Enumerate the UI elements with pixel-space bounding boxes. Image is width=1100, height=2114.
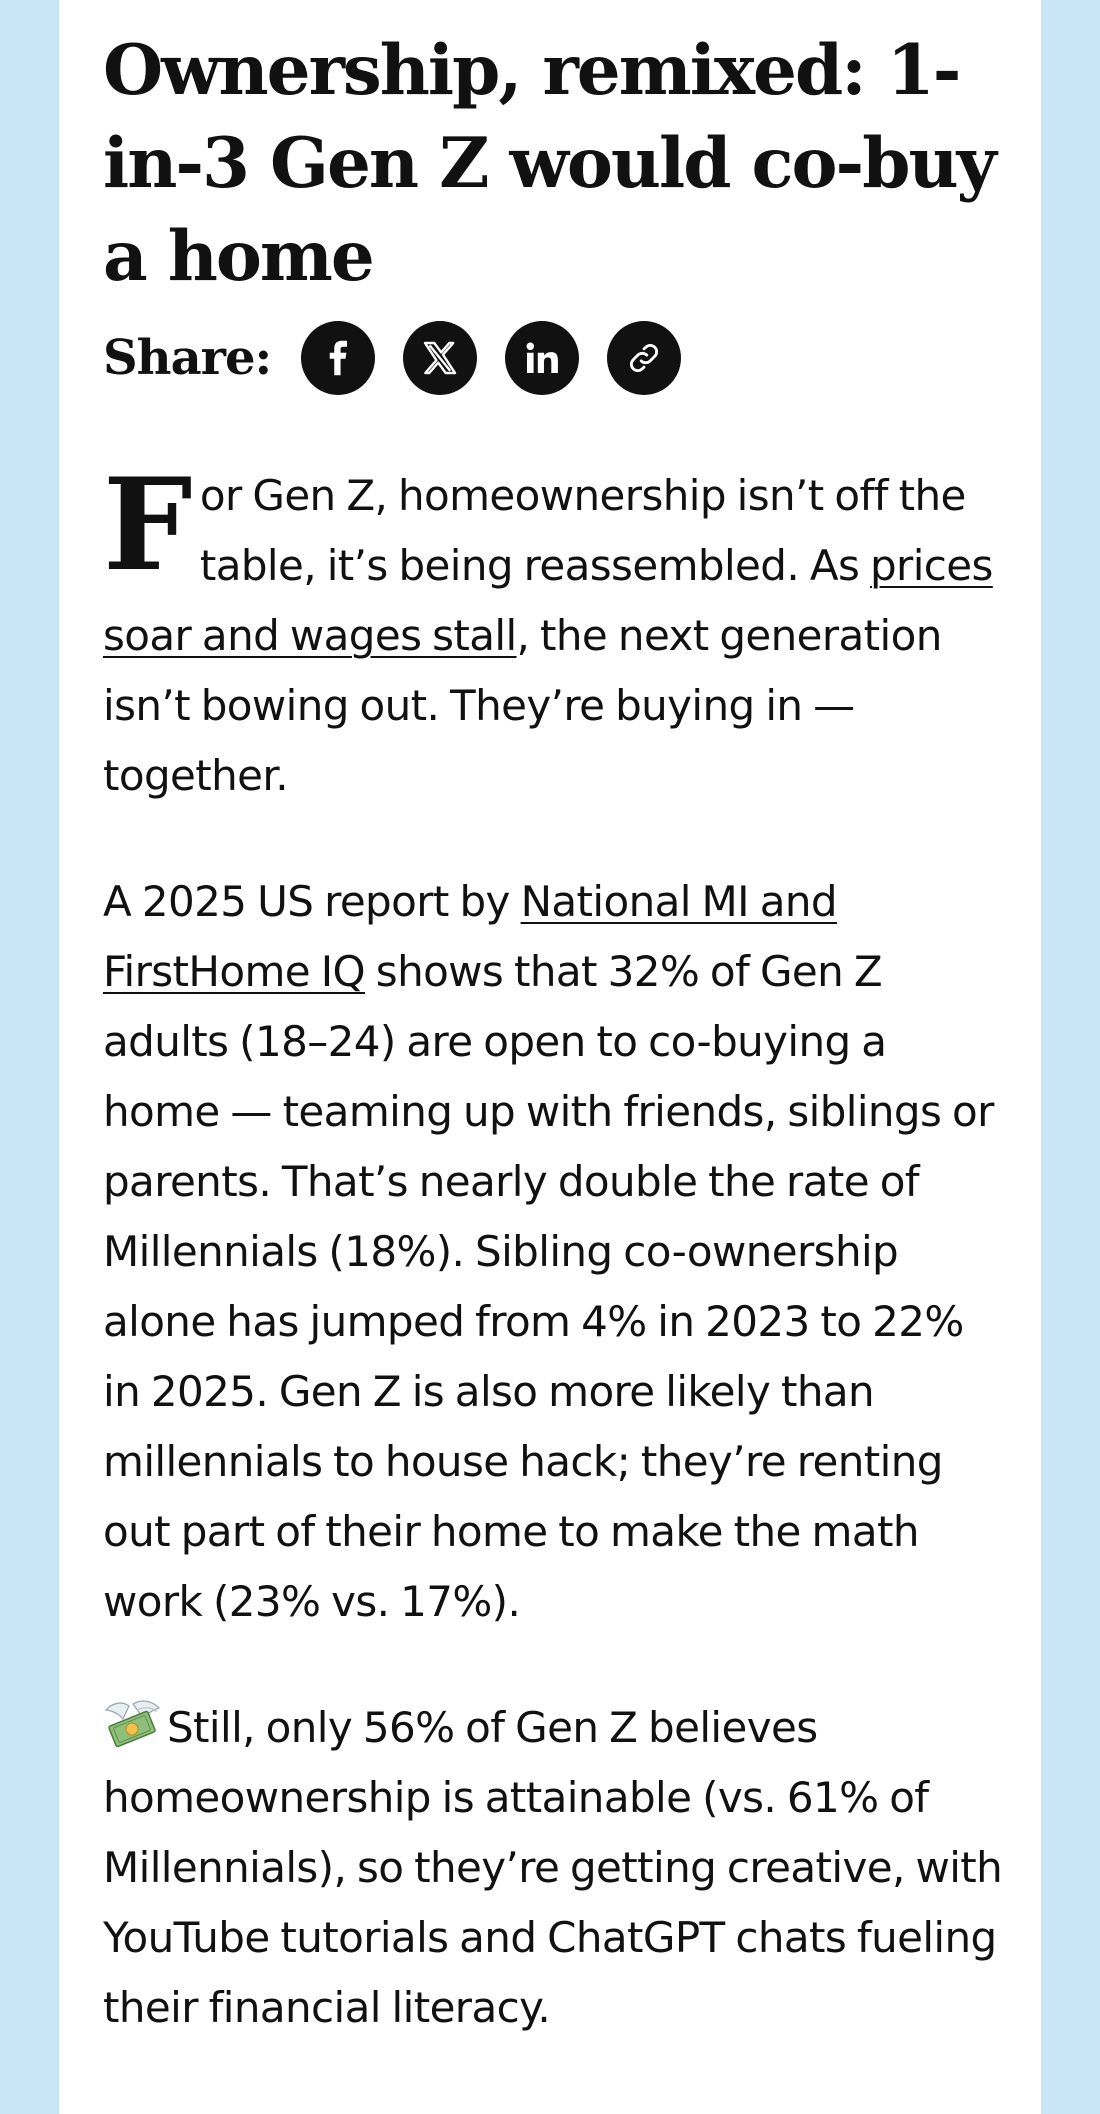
facebook-share-button[interactable] [301,321,375,395]
share-bar [103,321,997,395]
paragraph-intro [103,451,1005,811]
linkedin-icon [524,340,560,376]
paragraph-text: shows that 32% of Gen Z adults (18–24) are open to co-buying a home — teaming up with friends, siblings or parents. That’s nearly double the rate of Millennials (18%). Sibling co-ownership alone has jumped from 4% in 2023 to 22% in 2025. Gen Z is also more likely than millennials to house hack; they’re renting out part of their home to make the math work (23% vs. 17%). [103,947,994,1626]
drop-cap: F [103,451,192,599]
facebook-icon [323,339,353,377]
paragraph-text: A 2025 US report by [103,877,521,926]
article-card [59,0,1041,2114]
paragraph-text: , the next generation isn’t bowing out. They’re buying in — together. [103,611,942,800]
report-source-link[interactable]: National MI and FirstHome IQ [103,877,837,996]
paragraph-text: Still, only 56% of Gen Z believes homeownership is attainable (vs. 61% of Millennials), so they’re getting creative, with YouTube tutorials and ChatGPT chats fueling their financial literacy. [103,1703,1003,2032]
paragraph-text: or Gen Z, homeownership isn’t off the table, it’s being reassembled. As [199,471,966,590]
x-icon [422,340,458,376]
share-label: Share: [103,330,272,386]
paragraph-attainability [103,1693,1005,2043]
prices-wages-link[interactable]: prices soar and wages stall [103,541,993,660]
link-icon [627,341,661,375]
paragraph-report [103,867,1005,1637]
article-title: Ownership, remixed: 1-in-3 Gen Z would co-buy a home [103,30,995,297]
copy-link-button[interactable] [607,321,681,395]
x-share-button[interactable] [403,321,477,395]
linkedin-share-button[interactable] [505,321,579,395]
article-body [103,451,1005,2043]
money-with-wings-icon [103,1698,161,1748]
